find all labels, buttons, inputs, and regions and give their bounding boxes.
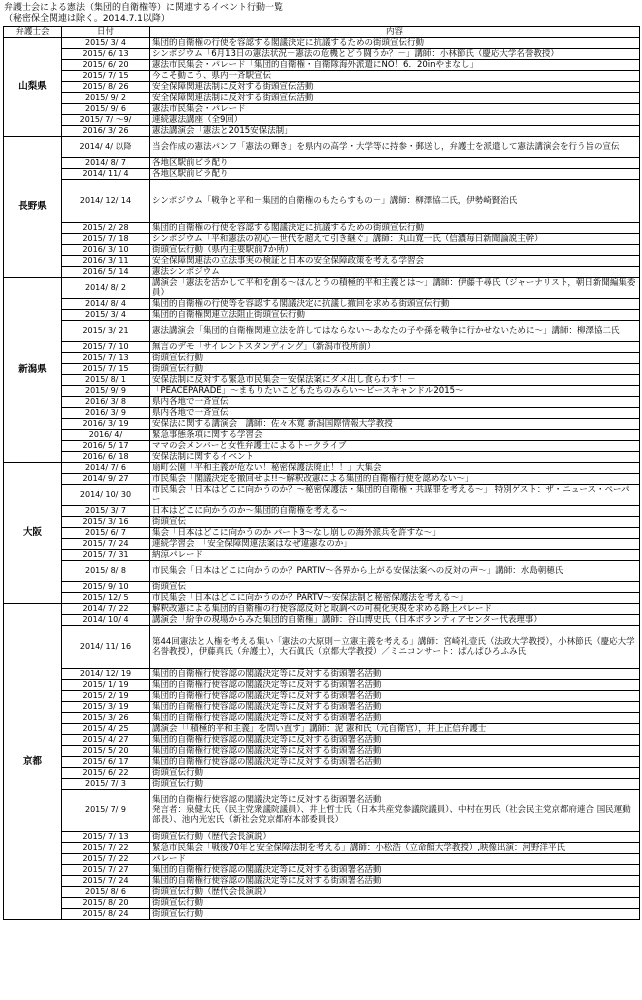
content-cell: 市民集会「日本はどこに向かうのか？～秘密保護法・集団的自衛権・共謀罪を考える～」 特別ゲスト：ザ・ニュース・ペーパー: [150, 484, 640, 505]
date-cell: 2016/ 3/ 9: [62, 407, 150, 418]
table-row: [4, 104, 640, 115]
content-cell: シンポジウム「6月13日の憲法状況－憲法の危機とどう闘うか？－」講師：小林節氏（慶応大学名誉教授）: [150, 49, 640, 60]
column-header-date: 日付: [62, 27, 150, 38]
column-header-org: 弁護士会: [4, 27, 62, 38]
content-cell: 安全保障関連法制に反対する街頭宣伝活動: [150, 82, 640, 93]
date-cell: 2015/ 6/ 13: [62, 49, 150, 60]
table-row: [4, 255, 640, 266]
document-subtitle: （秘密保全関連は除く。2014.7.1以降）: [4, 14, 170, 24]
table-row: [4, 626, 640, 668]
table-row: [4, 363, 640, 374]
table-row: [4, 734, 640, 745]
date-cell: 2015/ 7/ 13: [62, 352, 150, 363]
table-row: [4, 712, 640, 723]
table-header-row: [4, 27, 640, 38]
document-title: 弁護士会による憲法（集団的自衛権等）に関連するイベント行動一覧: [4, 3, 284, 13]
date-cell: 2016/ 3/ 11: [62, 255, 150, 266]
date-cell: 2015/ 7/ ～9/: [62, 115, 150, 126]
date-cell: 2015/ 8/ 8: [62, 561, 150, 582]
table-row: [4, 169, 640, 180]
table-row: [4, 767, 640, 778]
table-row: [4, 484, 640, 505]
content-cell: 講演会「紛争の現場からみた集団的自衛権」講師：谷山博史氏（日本ボランティアセンター代表理事）: [150, 615, 640, 626]
content-cell: 集団的自衛権行使容認の閣議決定等に反対する街頭署名活動: [150, 690, 640, 701]
date-cell: 2015/ 6/ 22: [62, 767, 150, 778]
table-row: [4, 876, 640, 887]
date-cell: 2014/ 12/ 14: [62, 180, 150, 222]
table-row: [4, 396, 640, 407]
content-cell: 各地区駅前ビラ配り: [150, 169, 640, 180]
date-cell: 2014/ 11/ 4: [62, 169, 150, 180]
date-cell: 2014/ 12/ 19: [62, 668, 150, 679]
date-cell: 2015/ 3/ 4: [62, 309, 150, 320]
date-cell: 2015/ 7/ 22: [62, 843, 150, 854]
content-cell: 市民集会「閣議決定を撤回せよ!!～解釈改憲による集団的自衛権行使を認めない～」: [150, 473, 640, 484]
table-row: [4, 451, 640, 462]
table-row: [4, 723, 640, 734]
date-cell: 2015/ 9/ 9: [62, 385, 150, 396]
content-cell: 集会「日本はどこに向かうのか パート3～なし崩しの海外派兵を許すな～」: [150, 528, 640, 539]
content-cell: 「PEACEPARADE」～まもりたいこどもたちのみらい～ピースキャンドル2015～: [150, 385, 640, 396]
date-cell: 2015/ 3/ 19: [62, 701, 150, 712]
table-row: [4, 745, 640, 756]
table-row: [4, 352, 640, 363]
content-cell: 扇町公園「平和主義が危ない！秘密保護法廃止！！」大集会: [150, 462, 640, 473]
date-cell: 2015/ 8/ 1: [62, 374, 150, 385]
content-cell: 安保法制に関するイベント: [150, 451, 640, 462]
date-cell: 2016/ 5/ 14: [62, 266, 150, 277]
table-row: [4, 385, 640, 396]
document-header: [4, 3, 283, 25]
table-row: [4, 517, 640, 528]
content-cell: 安保法に関する講演会 講師：佐々木寛 新潟国際情報大学教授: [150, 418, 640, 429]
table-row: [4, 582, 640, 593]
table-row: [4, 115, 640, 126]
content-cell: シンポジウム「戦争と平和－集団的自衛権のもたらすもの－」講師：柳澤協二氏，伊勢崎賢治氏: [150, 180, 640, 222]
content-cell: 街頭宣伝: [150, 582, 640, 593]
date-cell: 2015/ 7/ 31: [62, 550, 150, 561]
table-row: [4, 756, 640, 767]
content-cell: 集団的自衛権行使容認の閣議決定等に反対する街頭署名活動: [150, 745, 640, 756]
content-cell: 無言のデモ「サイレントスタンディング」（新潟市役所前）: [150, 341, 640, 352]
table-row: [4, 473, 640, 484]
table-row: [4, 222, 640, 233]
content-cell: 集団的自衛権の行使を容認する閣議決定に抗議するための街頭宣伝行動: [150, 222, 640, 233]
bar-association-cell: 新潟県: [4, 277, 62, 462]
content-cell: 街頭宣伝行動: [150, 909, 640, 920]
content-cell: 安保法制に反対する緊急市民集会－安保法案にダメ出し食らわす！－: [150, 374, 640, 385]
date-cell: 2015/ 9/ 10: [62, 582, 150, 593]
table-row: [4, 679, 640, 690]
table-row: [4, 309, 640, 320]
content-cell: 街頭宣伝行動: [150, 352, 640, 363]
date-cell: 2016/ 3/ 26: [62, 126, 150, 137]
bar-association-cell: 山梨県: [4, 38, 62, 137]
bar-association-cell: 京都: [4, 604, 62, 920]
date-cell: 2015/ 3/ 7: [62, 506, 150, 517]
date-cell: 2014/ 7/ 6: [62, 462, 150, 473]
content-cell: 緊急事態条項に関する学習会: [150, 429, 640, 440]
date-cell: 2016/ 6/ 18: [62, 451, 150, 462]
content-cell: ママの会メンバーと女性弁護士によるトークライブ: [150, 440, 640, 451]
content-cell: 当会作成の憲法パンフ「憲法の輝き」を県内の高学・大学等に持参・郵送し，弁護士を派遣して憲法講演会を行う旨の宣伝: [150, 137, 640, 158]
date-cell: 2015/ 7/ 27: [62, 865, 150, 876]
content-cell: 各地区駅前ビラ配り: [150, 158, 640, 169]
date-cell: 2015/ 7/ 15: [62, 363, 150, 374]
date-cell: 2015/ 7/ 18: [62, 233, 150, 244]
content-cell: 今こそ動こう、県内一斉駅宣伝: [150, 71, 640, 82]
content-cell: 県内各地で一斉宣伝: [150, 396, 640, 407]
table-row: [4, 843, 640, 854]
date-cell: 2015/ 9/ 6: [62, 104, 150, 115]
date-cell: 2015/ 1/ 19: [62, 679, 150, 690]
date-cell: 2015/ 8/ 6: [62, 887, 150, 898]
date-cell: 2015/ 7/ 3: [62, 778, 150, 789]
date-cell: 2016/ 3/ 10: [62, 244, 150, 255]
date-cell: 2014/ 9/ 27: [62, 473, 150, 484]
table-row: [4, 615, 640, 626]
content-cell: 安全保障関連法制に反対する街頭宣伝活動: [150, 93, 640, 104]
table-row: [4, 593, 640, 604]
date-cell: 2015/ 7/ 15: [62, 71, 150, 82]
content-cell: 集団的自衛権行使容認の閣議決定等に反対する街頭署名活動: [150, 876, 640, 887]
date-cell: 2015/ 6/ 7: [62, 528, 150, 539]
content-cell: 集団的自衛権行使容認の閣議決定等に反対する街頭署名活動: [150, 668, 640, 679]
content-cell: 市民集会「日本はどこに向かうのか？PARTⅣ～各界から上がる安保法案への反対の声～」講師：水島朝穂氏: [150, 561, 640, 582]
content-cell: 講演会「「積極的平和主義」を問い直す」講師：泥 憲和氏（元自衛官），井上正信弁護士: [150, 723, 640, 734]
table-row: [4, 233, 640, 244]
date-cell: 2015/ 2/ 28: [62, 222, 150, 233]
date-cell: 2015/ 7/ 9: [62, 789, 150, 831]
table-row: [4, 418, 640, 429]
table-row: [4, 909, 640, 920]
content-cell: 県内各地で一斉宣伝: [150, 407, 640, 418]
date-cell: 2015/ 7/ 13: [62, 832, 150, 843]
content-cell: 街頭宣伝行動（歴代会長演説）: [150, 887, 640, 898]
content-cell: 集団的自衛権行使容認の閣議決定等に反対する街頭署名活動: [150, 679, 640, 690]
content-cell: 街頭宣伝行動（県内主要駅前7か所）: [150, 244, 640, 255]
table-row: [4, 440, 640, 451]
content-cell: 憲法市民集会・パレード: [150, 104, 640, 115]
content-cell: 日本はどこに向かうのか～集団的自衛権を考える～: [150, 506, 640, 517]
content-cell: 納涼パレード: [150, 550, 640, 561]
table-row: [4, 832, 640, 843]
content-cell: 連続学習会 「安全保障関連法案はなぜ違憲なのか」: [150, 539, 640, 550]
content-cell: 解釈改憲による集団的自衛権の行使容認反対と取調べの可視化実現を求める路上パレード: [150, 604, 640, 615]
table-row: [4, 180, 640, 222]
table-row: [4, 789, 640, 831]
date-cell: 2015/ 2/ 19: [62, 690, 150, 701]
content-cell: 街頭宣伝行動: [150, 898, 640, 909]
content-cell: 憲法市民集会・パレード「集団的自衛権・自衛隊海外派遣にNO！6．20inやまなし」: [150, 60, 640, 71]
date-cell: 2015/ 3/ 26: [62, 712, 150, 723]
column-header-content: 内容: [150, 27, 640, 38]
date-cell: 2016/ 5/ 17: [62, 440, 150, 451]
table-row: [4, 320, 640, 341]
bar-association-cell: 大阪: [4, 462, 62, 603]
table-row: [4, 341, 640, 352]
table-row: [4, 778, 640, 789]
table-row: [4, 604, 640, 615]
table-row: [4, 550, 640, 561]
table-row: [4, 668, 640, 679]
content-cell: 集団的自衛権行使容認の閣議決定等に反対する街頭署名活動: [150, 756, 640, 767]
table-row: [4, 158, 640, 169]
events-table: [3, 26, 640, 920]
table-row: [4, 854, 640, 865]
date-cell: 2015/ 4/ 25: [62, 723, 150, 734]
date-cell: 2014/ 8/ 7: [62, 158, 150, 169]
content-cell: 集団的自衛権行使容認の閣議決定等に反対する街頭署名活動 発言者：泉健太氏（民主党衆議院議員）、井上哲士氏（日本共産党参議院議員）、中村在男氏（社会民主党京都府連合 国民運動部長）、池内光宏氏（新社会党京都府本部委員長）: [150, 789, 640, 831]
content-cell: 街頭宣伝行動: [150, 767, 640, 778]
date-cell: 2015/ 9/ 2: [62, 93, 150, 104]
date-cell: 2015/ 8/ 20: [62, 898, 150, 909]
table-row: [4, 298, 640, 309]
table-row: [4, 539, 640, 550]
bar-association-cell: 長野県: [4, 137, 62, 278]
date-cell: 2014/ 8/ 2: [62, 277, 150, 298]
content-cell: パレード: [150, 854, 640, 865]
date-cell: 2015/ 3/ 21: [62, 320, 150, 341]
table-row: [4, 374, 640, 385]
table-row: [4, 49, 640, 60]
table-row: [4, 462, 640, 473]
content-cell: シンポジウム「平和憲法の初心－世代を超えて引き継ぐ」講師：丸山寛一氏（信濃毎日新聞論説主幹）: [150, 233, 640, 244]
table-row: [4, 266, 640, 277]
table-row: [4, 865, 640, 876]
content-cell: 街頭宣伝行動（歴代会長演説）: [150, 832, 640, 843]
content-cell: 集団的自衛権の行使を容認する閣議決定に抗議するための街頭宣伝行動: [150, 38, 640, 49]
content-cell: 集団的自衛権行使容認の閣議決定等に反対する街頭署名活動: [150, 712, 640, 723]
content-cell: 集団的自衛権行使容認の閣議決定等に反対する街頭署名活動: [150, 734, 640, 745]
content-cell: 憲法講演会「憲法と2015安保法制」: [150, 126, 640, 137]
table-body: [4, 38, 640, 920]
table-row: [4, 126, 640, 137]
content-cell: 集団的自衛権の行使等を容認する閣議決定に抗議し撤回を求める街頭宣伝行動: [150, 298, 640, 309]
content-cell: 市民集会「日本はどこに向かうのか？PARTⅤ～安保法制と秘密保護法を考える～」: [150, 593, 640, 604]
table-row: [4, 429, 640, 440]
content-cell: 緊急市民集会「戦後70年と安全保障法制を考える」講師：小松浩（立命館大学教授）,映像出演：河野洋平氏: [150, 843, 640, 854]
date-cell: 2015/ 7/ 24: [62, 539, 150, 550]
date-cell: 2014/ 10/ 30: [62, 484, 150, 505]
table-row: [4, 887, 640, 898]
table-row: [4, 506, 640, 517]
date-cell: 2015/ 8/ 24: [62, 909, 150, 920]
table-row: [4, 561, 640, 582]
content-cell: 集団的自衛権関連立法阻止街頭宣伝行動: [150, 309, 640, 320]
date-cell: 2014/ 4/ 以降: [62, 137, 150, 158]
content-cell: 街頭宣伝: [150, 517, 640, 528]
content-cell: 集団的自衛権行使容認の閣議決定等に反対する街頭署名活動: [150, 701, 640, 712]
table-row: [4, 137, 640, 158]
date-cell: 2015/ 8/ 26: [62, 82, 150, 93]
date-cell: 2015/ 12/ 5: [62, 593, 150, 604]
table-row: [4, 71, 640, 82]
date-cell: 2015/ 6/ 20: [62, 60, 150, 71]
content-cell: 第44回憲法と人権を考える集い「憲法の大原則－立憲主義を考える」講師：宮崎礼壹氏（法政大学教授），小林節氏（慶応大学名誉教授），伊藤真氏（弁護士），大石眞氏（京都大学教授）／ミニコンサート：ぱんぱひろふみ氏: [150, 626, 640, 668]
content-cell: 安全保障関連法の立法事実の検証と日本の安全保障政策を考える学習会: [150, 255, 640, 266]
table-row: [4, 93, 640, 104]
date-cell: 2015/ 3/ 16: [62, 517, 150, 528]
date-cell: 2014/ 8/ 4: [62, 298, 150, 309]
date-cell: 2015/ 7/ 10: [62, 341, 150, 352]
date-cell: 2015/ 3/ 4: [62, 38, 150, 49]
table-row: [4, 60, 640, 71]
date-cell: 2015/ 6/ 17: [62, 756, 150, 767]
date-cell: 2015/ 7/ 24: [62, 876, 150, 887]
date-cell: 2016/ 3/ 8: [62, 396, 150, 407]
date-cell: 2014/ 11/ 16: [62, 626, 150, 668]
content-cell: 講演会「憲法を活かして平和を創る～ほんとうの積極的平和主義とは～」講師：伊藤千尋氏（ジャーナリスト，朝日新聞編集委員）: [150, 277, 640, 298]
date-cell: 2014/ 10/ 4: [62, 615, 150, 626]
date-cell: 2016/ 4/: [62, 429, 150, 440]
table-row: [4, 82, 640, 93]
table-row: [4, 528, 640, 539]
table-row: [4, 38, 640, 49]
table-row: [4, 407, 640, 418]
table-row: [4, 898, 640, 909]
date-cell: 2015/ 4/ 27: [62, 734, 150, 745]
date-cell: 2015/ 7/ 22: [62, 854, 150, 865]
table-row: [4, 690, 640, 701]
table-row: [4, 701, 640, 712]
content-cell: 街頭宣伝行動: [150, 778, 640, 789]
content-cell: 街頭宣伝行動: [150, 363, 640, 374]
date-cell: 2015/ 5/ 20: [62, 745, 150, 756]
content-cell: 憲法講演会「集団的自衛権関連立法を許してはならない～あなたの子や孫を戦争に行かせないために～」講師：柳澤協二氏: [150, 320, 640, 341]
table-row: [4, 277, 640, 298]
date-cell: 2014/ 7/ 22: [62, 604, 150, 615]
content-cell: 連続憲法講座（全9回）: [150, 115, 640, 126]
date-cell: 2016/ 3/ 19: [62, 418, 150, 429]
content-cell: 憲法シンポジウム: [150, 266, 640, 277]
table-row: [4, 244, 640, 255]
content-cell: 集団的自衛権行使容認の閣議決定等に反対する街頭署名活動: [150, 865, 640, 876]
